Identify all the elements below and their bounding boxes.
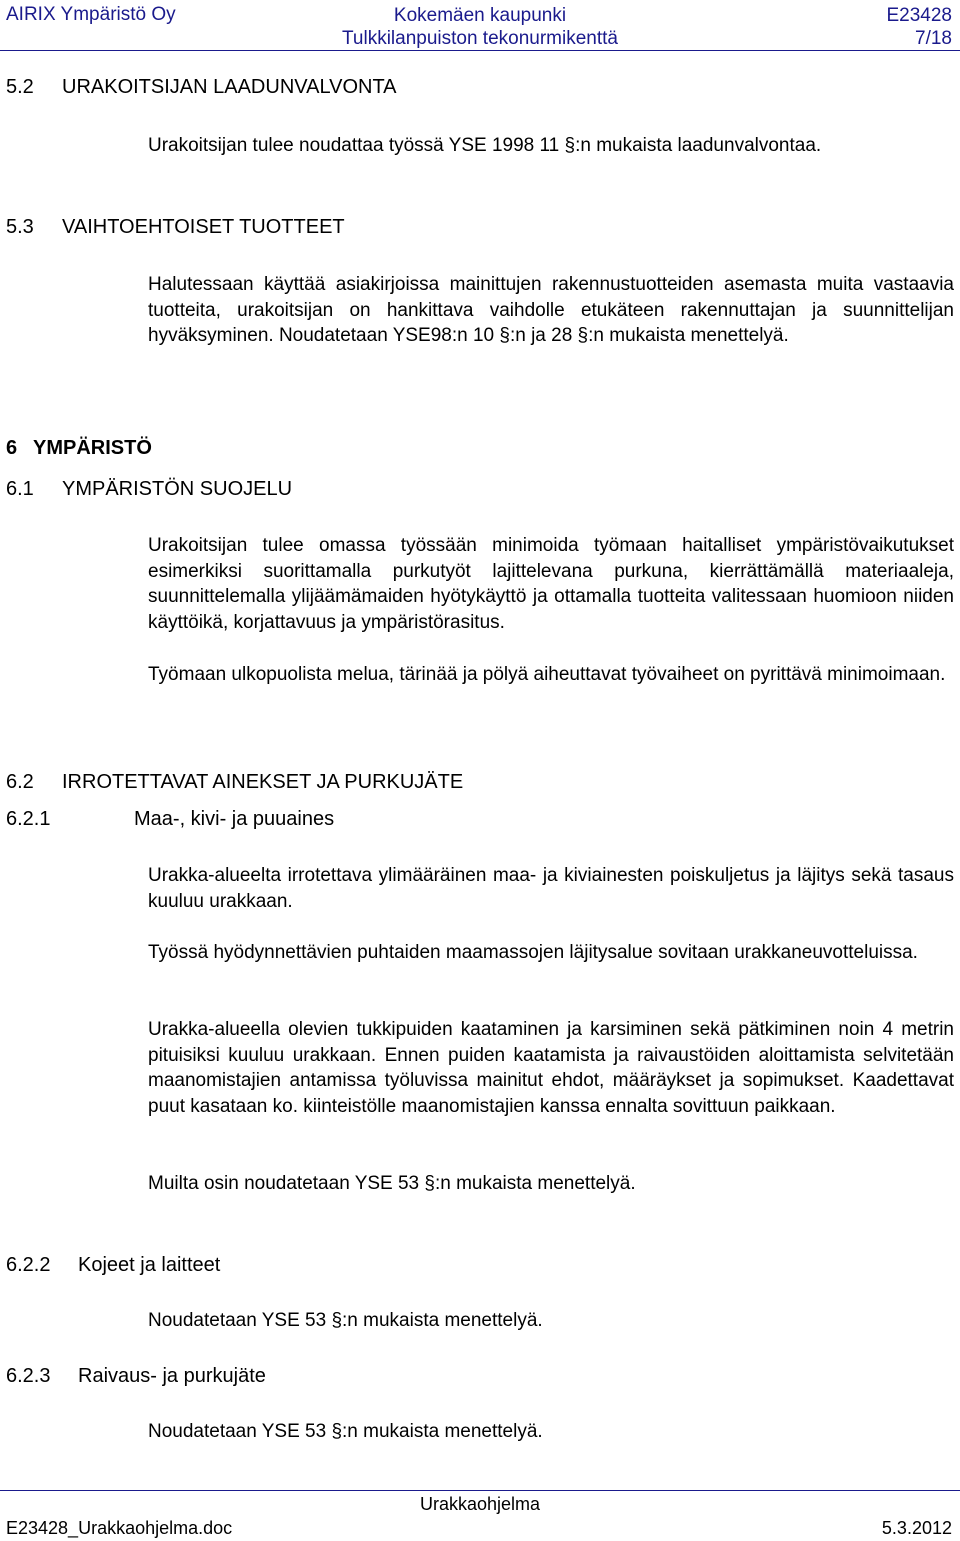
section-number: 5.2 (6, 76, 34, 98)
section-title: YMPÄRISTÖN SUOJELU (62, 478, 293, 500)
section-title: Maa-, kivi- ja puuaines (134, 808, 335, 830)
section-number: 6.2.1 (6, 808, 51, 830)
header-center (0, 4, 960, 50)
footer-doc-type: Urakkaohjelma (419, 1494, 541, 1514)
paragraph-6-2-1-1: Urakka-alueelta irrotettava ylimääräinen maa- ja kiviainesten poiskuljetus ja läjitys sekä tasaus kuuluu urakkaan. (148, 865, 954, 912)
section-heading-6 (6, 436, 152, 460)
footer-filename: E23428_Urakkaohjelma.doc (6, 1518, 233, 1538)
page-footer (0, 1490, 960, 1541)
section-number: 6.2.3 (6, 1365, 51, 1387)
paragraph-5-2-1: Urakoitsijan tulee noudattaa työssä YSE 1998 11 §:n mukaista laadunvalvontaa. (148, 135, 822, 156)
section-heading-6-2-3 (6, 1364, 266, 1388)
section-title: VAIHTOEHTOISET TUOTTEET (62, 216, 345, 238)
section-heading-6-1 (6, 477, 292, 501)
paragraph-6-2-1-2: Työssä hyödynnettävien puhtaiden maamassojen läjitysalue sovitaan urakkaneuvotteluissa. (148, 942, 918, 963)
paragraph-6-1-2: Työmaan ulkopuolista melua, tärinää ja pölyä aiheuttavat työvaiheet on pyrittävä minimoimaan. (148, 664, 946, 685)
section-number: 6.2 (6, 771, 34, 793)
header-client: Kokemäen kaupunki (393, 5, 567, 26)
header-doc-id: E23428 (886, 5, 952, 26)
section-title: YMPÄRISTÖ (33, 437, 152, 459)
section-title: URAKOITSIJAN LAADUNVALVONTA (62, 76, 397, 98)
header-right (886, 4, 952, 50)
header-divider (0, 50, 960, 51)
section-heading-6-2-1 (6, 807, 334, 831)
paragraph-6-2-1-3: Urakka-alueella olevien tukkipuiden kaatаminen ja karsiminen sekä pätkiminen noin 4 metrin pituisiksi kuuluu urakkaan. Ennen puiden kaatamista ja raivaustöiden aloittamista selvitetään maanomistajien antamissa työluvissa mainitut ehdot, määräykset ja sopimukset. Kaadettavat puut kasataan ko. kiinteistölle maanomistajien kanssa ennalta sovittuun paikkaan. (148, 1019, 954, 1117)
footer-divider (0, 1490, 960, 1491)
paragraph-6-1-1: Urakoitsijan tulee omassa työssään minimoida työmaan haitalliset ympäristövaikutukset esimerkiksi suorittamalla purkutyöt lajittelevana purkuna, kierrättämällä materiaaleja, suunnittelemalla ylijäämämaiden hyötykäyttö ja ottamalla tuotteita valitessaan huomioon niiden käyttöikä, korjattavuus ja ympäristörasitus. (148, 535, 954, 633)
header-company: AIRIX Ympäristö Oy (6, 4, 176, 25)
section-number: 5.3 (6, 216, 34, 238)
section-heading-5-2 (6, 75, 397, 99)
section-number: 6 (6, 437, 18, 459)
section-title: Raivaus- ja purkujäte (78, 1365, 266, 1387)
paragraph-5-3-1: Halutessaan käyttää asiakirjoissa mainittujen rakennustuotteiden asemasta muita vastaavia tuotteita, urakoitsijan on hankittava vaihdolle etukäteen rakennuttajan ja suunnittelijan hyväksyminen. Noudatetaan YSE98:n 10 §:n ja 28 §:n mukaista menettelyä. (148, 274, 954, 346)
paragraph-6-2-2-1: Noudatetaan YSE 53 §:n mukaista menettelyä. (148, 1310, 543, 1331)
header-page-number: 7/18 (915, 28, 952, 49)
page-header (0, 0, 960, 52)
paragraph-6-2-3-1: Noudatetaan YSE 53 §:n mukaista menettelyä. (148, 1421, 543, 1442)
section-title: Kojeet ja laitteet (78, 1254, 221, 1276)
section-heading-6-2 (6, 770, 463, 794)
section-title: IRROTETTAVAT AINEKSET JA PURKUJÄTE (62, 771, 464, 793)
header-project: Tulkkilanpuiston tekonurmikenttä (342, 28, 618, 49)
section-heading-6-2-2 (6, 1253, 220, 1277)
section-heading-5-3 (6, 215, 345, 239)
paragraph-6-2-1-4: Muilta osin noudatetaan YSE 53 §:n mukaista menettelyä. (148, 1173, 636, 1194)
section-number: 6.1 (6, 478, 34, 500)
section-number: 6.2.2 (6, 1254, 51, 1276)
footer-date: 5.3.2012 (881, 1518, 952, 1538)
